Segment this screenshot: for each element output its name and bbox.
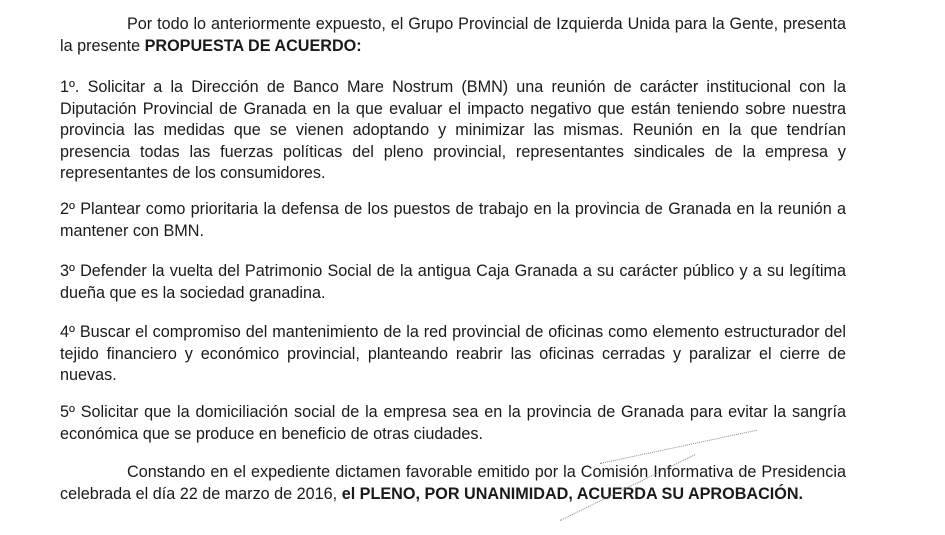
agreement-point-3: 3º Defender la vuelta del Patrimonio Social de la antigua Caja Granada a su carácter público y a su legítima dueña que es la sociedad granadina. — [60, 262, 846, 302]
agreement-point-1: 1º. Solicitar a la Dirección de Banco Mare Nostrum (BMN) una reunión de carácter institucional con la Diputación Provincial de Granada en la que evaluar el impacto negativo que están teniendo sobre nuestra provincia las medidas que se vienen adoptando y minimizar las mismas. Reunión en la que tendrían presencia todas las fuerzas políticas del pleno provincial, representantes sindicales de la empresa y representantes de los consumidores. — [60, 78, 846, 182]
agreement-point-4: 4º Buscar el compromiso del mantenimiento de la red provincial de oficinas como elemento estructurador del tejido financiero y económico provincial, planteando reabrir las oficinas cerradas y paralizar el cierre de nuevas. — [60, 323, 846, 384]
agreement-point-2: 2º Plantear como prioritaria la defensa de los puestos de trabajo en la provincia de Granada en la reunión a mantener con BMN. — [60, 200, 846, 240]
closing-text: Constando en el expediente dictamen favorable emitido por la Comisión Informativa de Presidencia celebrada el día 22 de marzo de 2016, — [60, 463, 846, 503]
proposal-heading: PROPUESTA DE ACUERDO: — [144, 36, 362, 55]
approval-statement: el PLENO, POR UNANIMIDAD, ACUERDA SU APROBACIÓN. — [341, 484, 804, 503]
intro-text: Por todo lo anteriormente expuesto, el Grupo Provincial de Izquierda Unida para la Gente, presenta la presente — [60, 15, 846, 55]
intro-paragraph — [60, 14, 846, 57]
agreement-point-5: 5º Solicitar que la domiciliación social de la empresa sea en la provincia de Granada para evitar la sangría económica que se produce en beneficio de otras ciudades. — [60, 403, 846, 443]
closing-paragraph — [60, 462, 846, 505]
